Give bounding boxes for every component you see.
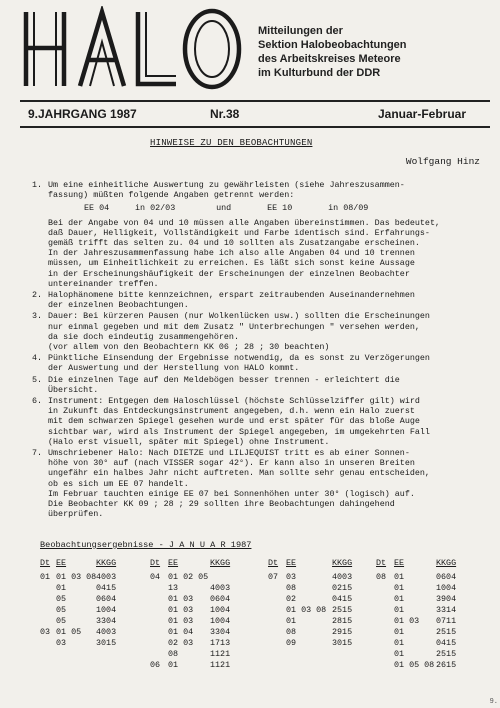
table-cell: 01 [394,594,405,604]
table-cell: 0415 [96,583,117,593]
item-line: Die Beobachter KK 09 ; 28 ; 29 sollten ihre Beobachtungen dahingehend [48,499,395,510]
subtitle-line-4: im Kulturbund der DDR [258,67,381,79]
table-cell: 01 [394,649,405,659]
table-cell: 06 [150,660,161,670]
item-number: 3. [32,311,43,322]
table-cell: 01 [394,572,405,582]
item-number: 7. [32,448,43,459]
table-row [40,649,500,660]
table-cell: 2515 [332,605,353,615]
item-line: Übersicht. [48,384,99,395]
table-cell: 1004 [210,605,231,615]
table-header-row [40,558,500,569]
table-cell: 01 03 [168,605,194,615]
table-cell: 0604 [210,594,231,604]
item-number: 6. [32,396,43,407]
table-cell: 0415 [436,638,457,648]
halo-logo [20,6,246,92]
table-row [40,594,500,605]
table-cell: 0604 [436,572,457,582]
table-header-cell: Dt [376,558,387,568]
issue-bar [20,103,490,127]
table-cell: 01 03 08 [286,605,327,615]
table-cell: 03 [56,638,67,648]
table-cell: 01 03 [168,616,194,626]
item-line: müssen, um Einheitlichkeit zu erreichen. Es läßt sich sonst keine Aussage [48,258,415,269]
list-item-4 [32,353,492,373]
subtitle-line-2: Sektion Halobeobachtungen [258,39,407,51]
item-line: Instrument: Entgegen dem Haloschlüssel (höchste Schlüsselziffer gilt) wird [48,396,420,407]
table-cell: 01 02 05 [168,572,209,582]
table-cell: 01 [168,660,179,670]
table-cell: 05 [56,594,67,604]
subtitle-line-1: Mitteilungen der [258,25,343,37]
table-cell: 0215 [332,583,353,593]
table-cell: 01 03 [394,616,420,626]
item-line: (vor allem von den Beobachtern KK 06 ; 28 ; 30 beachten) [48,342,330,353]
table-cell: 08 [168,649,179,659]
item-line: in Zukunft das Entdeckungsinstrument angegeben, d.h. wenn ein Halo zuerst [48,406,415,417]
item-line: Dauer: Bei kürzeren Pausen (nur Wolkenlücken usw.) sollten die Erscheinungen [48,311,430,322]
item-line: Um eine einheitliche Auswertung zu gewährleisten (siehe Jahreszusammen- [48,180,405,190]
table-header-cell: KKGG [436,558,457,568]
table-row [40,660,500,671]
item-number: 4. [32,353,43,364]
article-title: HINWEISE ZU DEN BEOBACHTUNGEN [150,138,313,148]
item-line: (Halo erst visuell, später mit Spiegel) ohne Instrument. [48,436,330,447]
table-header-cell: Dt [40,558,51,568]
item-number: 5. [32,374,43,385]
item-line: Pünktliche Einsendung der Ergebnisse notwendig, da es sonst zu Verzögerungen [48,353,430,364]
list-item-3 [32,311,492,352]
table-cell: 1004 [210,616,231,626]
item-line: höhe von 30° auf (nach VISSER sogar 42°). Er kann also in unseren Breiten [48,458,415,469]
table-cell: 2615 [436,660,457,670]
table-header-cell: EE [286,558,297,568]
example-line [48,203,492,213]
table-cell: 1004 [96,605,117,615]
table-cell: 02 03 [168,638,194,648]
table-cell: 4003 [210,583,231,593]
table-cell: 2815 [332,616,353,626]
item-line: untereinander treffen. [48,278,159,289]
table-cell: 04 [150,572,161,582]
table-row [40,638,500,649]
masthead-subtitle [258,24,494,80]
table-cell: 01 [394,583,405,593]
example-und: und [216,203,232,214]
table-cell: 4003 [96,627,117,637]
item-line: nur einmal gegeben und mit dem Zusatz " Unterbrechungen " versehen werden, [48,321,420,332]
table-cell: 4003 [332,572,353,582]
table-cell: 05 [56,616,67,626]
example-in0203: in 02/03 [135,203,176,214]
table-cell: 3314 [436,605,457,615]
table-cell: 01 [394,627,405,637]
item-line: ungefähr ein halbes Jahr nicht auftreten. Man sollte sehr genau entscheiden, [48,468,430,479]
table-cell: 05 [56,605,67,615]
item-line: Bei der Angabe von 04 und 10 müssen alle Angaben übereinstimmen. Das bedeutet, [48,217,441,228]
table-cell: 2515 [436,627,457,637]
table-cell: 08 [286,627,297,637]
table-row [40,583,500,594]
table-header-cell: KKGG [210,558,231,568]
list-item-6 [32,396,492,447]
table-row [40,627,500,638]
top-rule [20,100,490,102]
table-cell: 01 04 [168,627,194,637]
table-header-cell: KKGG [332,558,353,568]
item-line: überprüfen. [48,509,104,520]
list-item-1 [32,180,492,289]
table-cell: 01 05 08 [394,660,435,670]
table-cell: 3904 [436,594,457,604]
table-cell: 2915 [332,627,353,637]
item-line: gemäß trifft das selten zu. 04 und 10 sollten als Zusatzangabe erscheinen. [48,238,420,249]
item-line: Die einzelnen Tage auf den Meldebögen besser trennen - erleichtert die [48,374,400,385]
table-header-cell: Dt [150,558,161,568]
example-ee04: EE 04 [84,203,110,214]
table-cell: 4003 [96,572,117,582]
table-header-cell: EE [394,558,405,568]
item-number: 1. [32,180,43,190]
page-mark: 9. [489,698,498,706]
item-line: Halophänomene bitte kennzeichnen, erspart zeitraubenden Auseinandernehmen [48,290,415,301]
table-cell: 1121 [210,660,231,670]
table-cell: 3015 [96,638,117,648]
table-cell: 01 [394,638,405,648]
table-cell: 3304 [96,616,117,626]
table-cell: 01 03 [168,594,194,604]
table-row [40,572,500,583]
item-line: sichtbar war, wird als Instrument der Spiegel angegeben, im umgekehrten Fall [48,426,430,437]
table-cell: 0604 [96,594,117,604]
table-cell: 01 [394,605,405,615]
table-cell: 0711 [436,616,457,626]
table-cell: 08 [286,583,297,593]
item-line: mit dem schwarzen Spiegel gesehen wurde und erst später für das bloße Auge [48,416,420,427]
table-cell: 08 [376,572,387,582]
table-header-cell: Dt [268,558,279,568]
article-author: Wolfgang Hinz [405,156,480,167]
table-header-cell: EE [56,558,67,568]
table-cell: 1713 [210,638,231,648]
table-cell: 1004 [436,583,457,593]
table-cell: 03 [40,627,51,637]
subtitle-line-3: des Arbeitskreises Meteore [258,53,401,65]
table-cell: 03 [286,572,297,582]
list-item-2 [32,290,492,310]
item-line: Umschriebener Halo: Nach DIETZE und LILJEQUIST tritt es ab einer Sonnen- [48,448,410,459]
table-cell: 01 03 08 [56,572,97,582]
table-cell: 01 [40,572,51,582]
table-header-cell: KKGG [96,558,117,568]
item-line: der einzelnen Beobachtungen. [48,300,189,311]
bottom-rule [20,126,490,128]
table-row [40,616,500,627]
table-cell: 3015 [332,638,353,648]
table-cell: 09 [286,638,297,648]
list-item-5 [32,375,492,395]
example-in0809: in 08/09 [328,203,369,214]
item-number: 2. [32,290,43,301]
item-line: der Auswertung und der Herstellung von HALO kommt. [48,363,300,374]
table-cell: 07 [268,572,279,582]
table-cell: 3304 [210,627,231,637]
item-line: fassung) müßten folgende Angaben getrennt werden: [48,190,295,201]
table-row [40,605,500,616]
item-line: ob es sich um EE 07 handelt. [48,478,189,489]
observations-title: Beobachtungsergebnisse - J A N U A R 1987 [40,540,252,550]
list-item-7 [32,448,492,519]
table-cell: 13 [168,583,179,593]
table-cell: 01 05 [56,627,82,637]
item-line: da sie doch eindeutig zusammengehören. [48,331,239,342]
issue-period: Januar-Februar [378,107,467,121]
item-line: in der Erscheinungshäufigkeit der Erscheinungen der einzelnen Beobachter [48,268,410,279]
item-line: Im Februar tauchten einige EE 07 bei Sonnenhöhen unter 30° (logisch) auf. [48,488,415,499]
table-cell: 02 [286,594,297,604]
article-body [32,180,492,521]
table-cell: 2515 [436,649,457,659]
issue-number: Nr.38 [210,107,240,121]
table-cell: 0415 [332,594,353,604]
volume-label: 9.JAHRGANG 1987 [28,107,137,121]
table-cell: 01 [56,583,67,593]
item-line: In der Jahreszusammenfassung habe ich also alle Angaben 04 und 10 trennen [48,248,415,259]
table-header-cell: EE [168,558,179,568]
item-line: daß Dauer, Helligkeit, Vollständigkeit und Farbe identisch sind. Erfahrungs- [48,227,430,238]
table-cell: 1121 [210,649,231,659]
table-cell: 01 [286,616,297,626]
example-ee10: EE 10 [267,203,293,214]
